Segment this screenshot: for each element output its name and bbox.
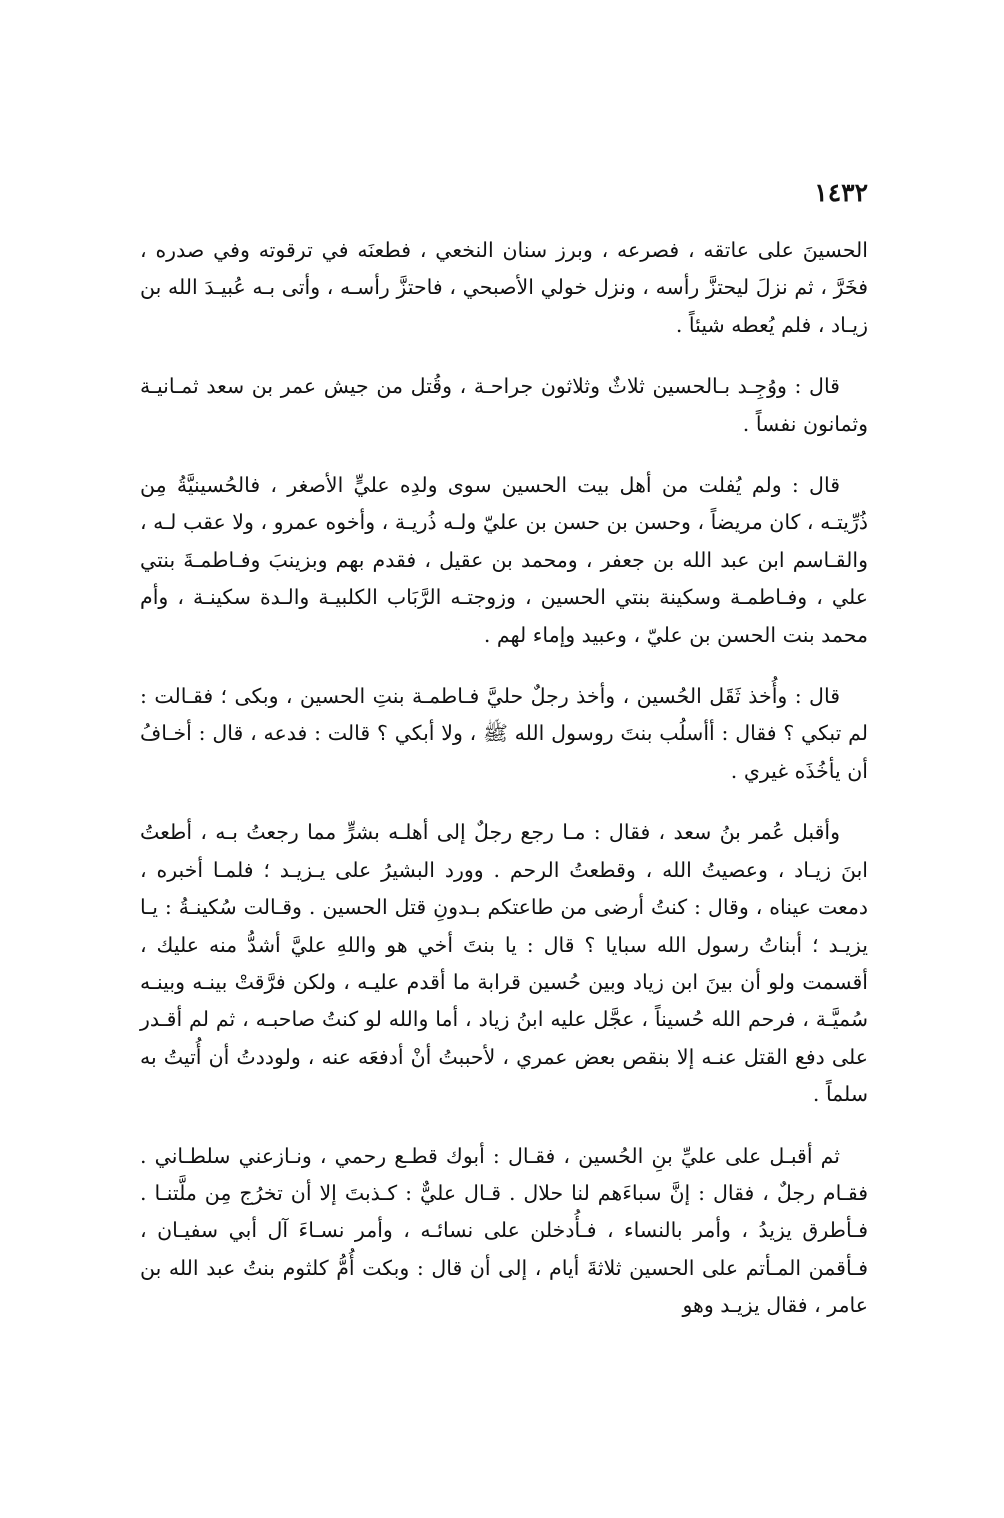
body-text [140, 232, 868, 1349]
paragraph: الحسينَ على عاتقه ، فصرعه ، وبرز سنان النخعي ، فطعنَه في ترقوته وفي صدره ، فخَرَّ ، ثم نزلَ ليحتزَّ رأسه ، ونزل خولي الأصبحي ، فاحتزَّ رأسـه ، وأتى بـه عُبيـدَ الله بن زيـاد ، فلم يُعطه شيئاً . [140, 238, 868, 337]
page-number: ١٤٣٢ [814, 178, 868, 207]
paragraph: قال : ووُجِـد بـالحسين ثلاثٌ وثلاثون جراحـة ، وقُتل من جيش عمر بن سعد ثمـانيـة وثمانون نفساً . [140, 374, 868, 436]
paragraph: قال : وأُخذ ثَقَل الحُسين ، وأخذ رجلٌ حليَّ فـاطمـة بنتِ الحسين ، وبكى ؛ فقـالت : لم تبكي ؟ فقال : أأسلُب بنتَ روسول الله ﷺ ، ولا أبكي ؟ قالت : فدعه ، قال : أخـافُ أن يأخُذَه غيري . [140, 684, 868, 783]
paragraph: وأقبل عُمر بنُ سعد ، فقال : مـا رجع رجلٌ إلى أهلـه بشرٍّ مما رجعتُ بـه ، أطعتُ ابنَ زيـاد ، وعصيتُ الله ، وقطعتُ الرحم . وورد البشيرُ على يـزيـد ؛ فلمـا أخبره ، دمعت عيناه ، وقال : كنتُ أرضى من طاعتكم بـدونِ قتل الحسين . وقـالت سُكينـةُ : يـا يزيـد ؛ أبناتُ رسول الله سبايا ؟ قال : يا بنتَ أخي هو واللهِ عليَّ أشدُّ منه عليك ، أقسمت ولو أن بينَ ابن زياد وبين حُسين قرابة ما أقدم عليـه ، ولكن فرَّقتْ بينـه وبينـه سُميَّـة ، فرحم الله حُسيناً ، عجَّل عليه ابنُ زياد ، أما والله لو كنتُ صاحبـه ، ثم لم أقـدر على دفع القتل عنـه إلا بنقص بعض عمري ، لأحببتُ أنْ أدفعَه عنه ، ولوددتُ أن أُتيتُ به سلماً . [140, 820, 868, 1107]
paragraph: قال : ولم يُفلت من أهل بيت الحسين سوى ولدِه عليٍّ الأصغر ، فالحُسينيَّةُ مِن ذُرِّيتـه ، كان مريضاً ، وحسن بن حسن بن عليّ ولـه ذُريـة ، وأخوه عمرو ، ولا عقب لـه ، والقـاسم ابن عبد الله بن جعفر ، ومحمد بن عقيل ، فقدم بهم وبزينبَ وفـاطمـةَ بنتي علي ، وفـاطمـة وسكينة بنتي الحسين ، وزوجتـه الرَّبَاب الكلبيـة والـدة سكينـة ، وأم محمد بنت الحسن بن عليّ ، وعبيد وإماء لهم . [140, 473, 868, 647]
paragraph: ثم أقبـل على عليِّ بنِ الحُسين ، فقـال : أبوك قطـع رحمي ، ونـازعني سلطـاني . فقـام رجلٌ ، فقال : إنَّ سباءَهم لنا حلال . قـال عليٌّ : كـذبتَ إلا أن تخرُج مِن ملَّتنـا . فـأطرق يزيدُ ، وأمر بالنساء ، فـأُدخلن على نسائـه ، وأمر نسـاءَ آل أبي سفيـان ، فـأقمن المـأتم على الحسين ثلاثةَ أيام ، إلى أن قال : وبكت أُمُّ كلثوم بنتُ عبد الله بن عامر ، فقال يزيـد وهو [140, 1143, 868, 1318]
